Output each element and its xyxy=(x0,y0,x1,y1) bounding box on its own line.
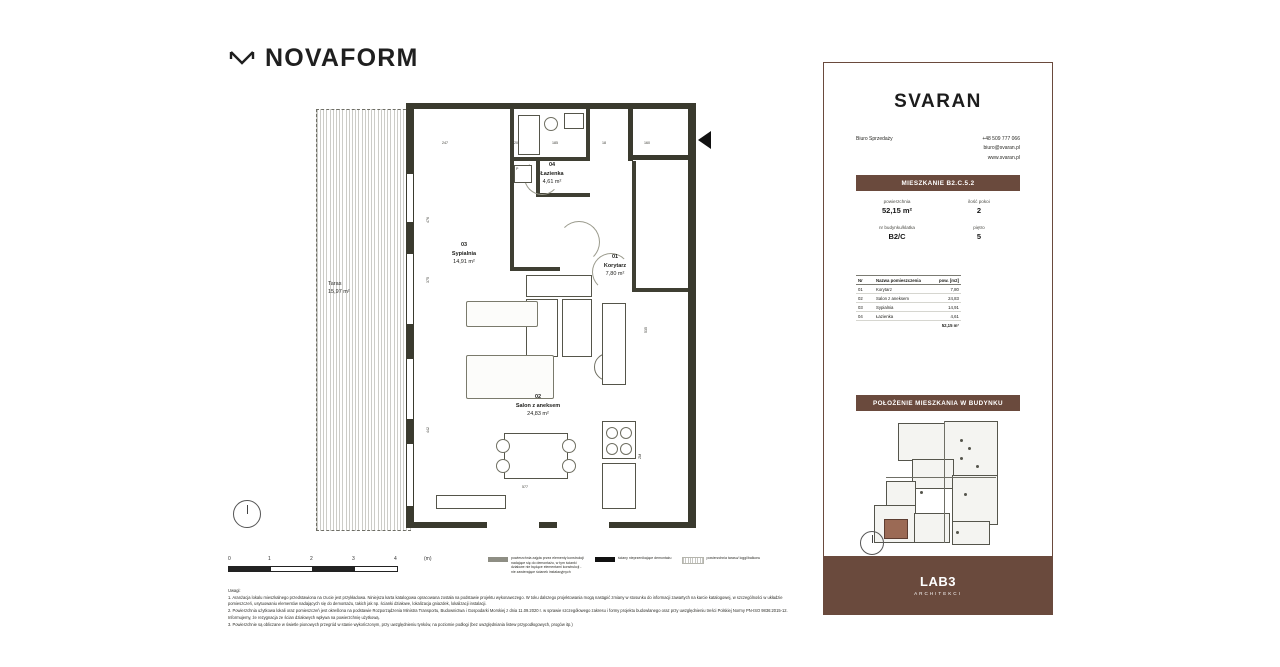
lab3-part-b: B3 xyxy=(938,574,956,589)
kpi-building xyxy=(856,225,938,241)
terrace-area xyxy=(316,109,411,531)
terrace-name: Taras xyxy=(328,281,342,287)
legend-item-2 xyxy=(682,556,761,575)
legend-swatch-hatch-icon xyxy=(682,557,704,564)
contact-phone[interactable]: +48 509 777 066 xyxy=(982,136,1020,142)
floor-plan xyxy=(228,95,788,540)
cell-area: 4,61 xyxy=(923,312,961,321)
cell-area: 14,91 xyxy=(923,303,961,312)
scale-tick-2: 2 xyxy=(310,556,313,562)
th-area: pow. [m2] xyxy=(923,276,961,285)
dim-top-4: 18 xyxy=(602,141,606,145)
compass-north-icon xyxy=(233,500,261,528)
terrace-area-value: 15,97 m² xyxy=(328,289,350,296)
notes-title: Uwagi: xyxy=(228,588,241,593)
apartment-banner: MIESZKANIE B2.C.5.2 xyxy=(856,175,1020,191)
scale-tick-0: 0 xyxy=(228,556,231,562)
notes-item-1: 2. Powierzchnia użytkowa lokali oraz pomieszczeń jest określona na podstawie Rozporządzenia Ministra Transportu, Budownictwa i Gospodarki Morskiej z dnia 11.09.2020 r. w sprawie szczegółowego zakresu i formy projektu budowlanego oraz przy uwzględnieniu treści Polskiej Normy PN-ISO 9836:2015-12. Informujemy, że rezygnacja ze ścian działowych wpływa na powierzchnię użytkową. xyxy=(228,608,788,620)
contact-label: Biuro Sprzedaży xyxy=(856,136,893,142)
terrace-label xyxy=(328,280,350,297)
cell-name: Salon z aneksem xyxy=(874,294,923,303)
info-card xyxy=(823,62,1053,615)
cell-nr: 02 xyxy=(856,294,874,303)
architect-subtitle: ARCHITEKCI xyxy=(914,591,962,596)
table-row xyxy=(856,294,961,303)
table-header-row xyxy=(856,276,961,285)
highlighted-unit xyxy=(884,519,908,539)
scale-tick-3: 3 xyxy=(352,556,355,562)
dim-top-3: 185 xyxy=(552,141,558,145)
dim-zmywarka: ZM xyxy=(638,453,642,459)
th-name: Nazwa pomieszczenia xyxy=(876,277,921,283)
th-nr: Nr xyxy=(856,276,874,285)
rooms-table xyxy=(856,275,961,329)
legend-swatch-black-icon xyxy=(595,557,615,562)
scale-bar xyxy=(228,556,443,571)
legend xyxy=(488,556,788,575)
cell-name: Korytarz xyxy=(874,285,923,294)
notes-item-2: 3. Powierzchnie są obliczane w świetle pionowych przegród w stanie wykończonym, przy uwzględnieniu tynków, na poziomie podłogi (bez uwzględniania listew przypodłogowych, progów itp.) xyxy=(228,621,573,627)
table-row xyxy=(856,285,961,294)
kpi-rooms-value: 2 xyxy=(976,206,982,215)
kpi-floor-value: 5 xyxy=(976,232,982,241)
legend-text-1: ściany nieprzenikające demontażu xyxy=(618,556,672,560)
room-label-02: 02 Salon z aneksem 24,83 m² xyxy=(515,394,561,418)
location-banner: POŁOŻENIE MIESZKANIA W BUDYNKU xyxy=(856,395,1020,411)
kpi-grid xyxy=(856,199,1020,241)
cell-name: Sypialnia xyxy=(874,303,923,312)
cell-nr: 04 xyxy=(856,312,874,321)
table-total-row xyxy=(856,321,961,330)
entry-arrow-icon xyxy=(698,131,711,149)
brand-logo xyxy=(228,44,419,73)
scale-tick-unit: (m) xyxy=(424,556,432,562)
legend-swatch-grey-icon xyxy=(488,557,508,562)
kpi-building-value: B2/C xyxy=(888,232,906,241)
legend-text-2: powierzchnia tarasu/ loggi/balkonu xyxy=(706,556,761,560)
contact-details xyxy=(982,135,1020,163)
dim-bedroom-left: 375 xyxy=(426,277,430,283)
architect-footer xyxy=(824,556,1052,614)
apartment-outline xyxy=(406,103,696,528)
dim-salon-left: 442 xyxy=(426,427,430,433)
kpi-building-caption: nr budynku/klatka xyxy=(878,225,915,230)
legend-text-0: powierzchnia zajęta przez elementy konstrukcji nadające się do demontażu, w tym ścianki działowe nie będące elementami konstrukcji - nie zawierające ścianek instalacyjnych xyxy=(511,556,584,575)
room-label-03: 03 Sypialnia 14,91 m² xyxy=(451,242,477,266)
contact-block xyxy=(856,135,1020,163)
cell-area: 24,83 xyxy=(923,294,961,303)
legend-item-0 xyxy=(488,556,585,575)
cell-area: 7,80 xyxy=(923,285,961,294)
kpi-floor-caption: piętro xyxy=(973,225,985,230)
dim-top-1: 247 xyxy=(442,141,448,145)
notes-block xyxy=(228,588,788,629)
contact-www[interactable]: www.svaran.pl xyxy=(987,154,1020,161)
novaform-logo-icon xyxy=(228,45,256,73)
scale-tick-4: 4 xyxy=(394,556,397,562)
compass-north-icon xyxy=(860,531,884,555)
dim-top-2: 20 xyxy=(514,141,518,145)
room-label-04: 04 Łazienka 4,61 m² xyxy=(540,162,564,186)
kpi-rooms-caption: ilość pokoi xyxy=(968,199,990,204)
key-plan xyxy=(856,421,1020,561)
kpi-area-caption: powierzchnia xyxy=(883,199,911,204)
dim-corridor-right: 535 xyxy=(644,327,648,333)
dim-top-5: 160 xyxy=(644,141,650,145)
brand-name: NOVAFORM xyxy=(265,44,419,72)
svaran-logo: SVARAN xyxy=(894,91,982,112)
room-label-01: 01 Korytarz 7,80 m² xyxy=(603,254,627,278)
legend-item-1 xyxy=(595,556,672,575)
table-total-value: 52,15 m² xyxy=(856,321,961,330)
dim-pralka: P xyxy=(516,167,519,171)
lab3-logo xyxy=(920,574,956,589)
table-row xyxy=(856,312,961,321)
dim-bath-left: 476 xyxy=(426,217,430,223)
table-row xyxy=(856,303,961,312)
cell-nr: 03 xyxy=(856,303,874,312)
scale-tick-1: 1 xyxy=(268,556,271,562)
kpi-area-value: 52,15 m² xyxy=(881,206,913,215)
contact-email[interactable]: biuro@svaran.pl xyxy=(983,145,1020,152)
lab3-part-a: LA xyxy=(920,574,939,589)
kpi-rooms xyxy=(938,199,1020,215)
cell-nr: 01 xyxy=(856,285,874,294)
cell-name: Łazienka xyxy=(874,312,923,321)
notes-item-0: 1. Aranżacja lokalu mieszkalnego przedstawiona na rzucie jest przykładowa. Niniejsza karta katalogowa opracowana została na podstawie projektu wykonawczego. W toku dalszego projektowania mogą nastąpić zmiany w stosunku do informacji zawartych na karcie katalogowej, w szczególności w układzie pomieszczeń, usytuowaniu elementów nadających się do demontażu, takich jak np. ścianki działowe, lokalizacja gniazdek, lokalizacji instalacji. xyxy=(228,595,783,607)
dim-salon-bottom: 577 xyxy=(522,485,528,489)
kpi-area xyxy=(856,199,938,215)
kpi-floor xyxy=(938,225,1020,241)
